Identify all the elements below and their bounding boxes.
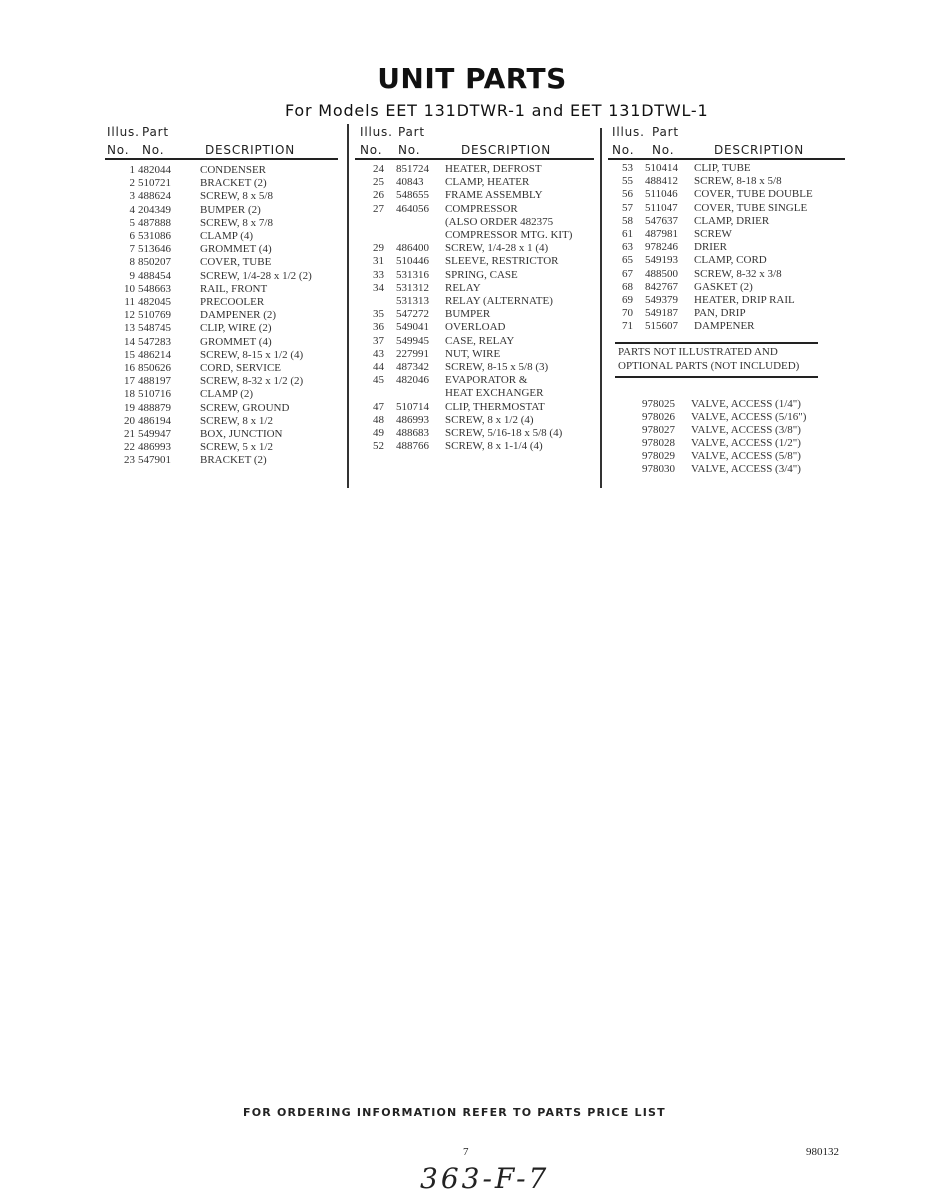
handwritten-reference: 363-F-7 (420, 1162, 550, 1195)
illus-number: 3 (129, 190, 135, 203)
part-description: VALVE, ACCESS (5/8") (691, 450, 801, 462)
illus-number: 43 (373, 347, 384, 360)
part-number: 510721 (138, 177, 171, 190)
illus-number: 18 (124, 388, 135, 401)
part-description: SCREW, 5/16-18 x 5/8 (4) (445, 427, 563, 439)
part-description: SCREW, 5 x 1/2 (200, 441, 273, 454)
header-part: Part (398, 125, 425, 139)
illus-number: 4 (129, 203, 135, 216)
part-description: EVAPORATOR & (445, 374, 528, 387)
illus-number: 69 (622, 294, 633, 306)
part-description: SPRING, CASE (445, 268, 518, 281)
part-number: 510714 (396, 400, 429, 413)
not-illustrated-heading (618, 346, 799, 373)
illus-number: 21 (124, 428, 135, 440)
part-number: 488879 (138, 401, 171, 414)
header-rule (355, 158, 594, 160)
table-row (0, 361, 944, 374)
part-description: COVER, TUBE DOUBLE (694, 188, 813, 201)
part-description: SCREW (694, 228, 732, 240)
illus-number: 52 (373, 440, 384, 453)
part-number: 850207 (138, 256, 171, 269)
part-number: 548745 (138, 322, 171, 335)
header-illus: Illus. (612, 125, 645, 139)
part-number: 513646 (138, 243, 171, 256)
illus-number: 45 (373, 374, 384, 387)
illus-number: 56 (622, 188, 633, 201)
illus-number: 37 (373, 334, 384, 347)
illus-number: 57 (622, 201, 633, 214)
table-row (0, 320, 944, 333)
part-description: BRACKET (2) (200, 454, 267, 467)
illus-number: 44 (373, 361, 384, 373)
part-description: FRAME ASSEMBLY (445, 189, 543, 202)
table-row (0, 215, 944, 228)
table-row (0, 254, 944, 267)
header-rule (105, 158, 338, 160)
illus-number: 68 (622, 280, 633, 293)
part-description: SCREW, 8 x 1/2 (200, 414, 273, 427)
not-illustrated-line1: PARTS NOT ILLUSTRATED AND (618, 346, 778, 358)
part-number: 549193 (645, 254, 678, 267)
part-number: 549379 (645, 294, 678, 306)
header-illus: Illus. (360, 125, 393, 139)
illus-number: 71 (622, 320, 633, 333)
part-description: HEATER, DRIP RAIL (694, 294, 795, 306)
illus-number: 63 (622, 241, 633, 254)
illus-number: 24 (373, 163, 384, 175)
part-description: CLAMP (4) (200, 230, 254, 242)
illus-number: 25 (373, 176, 384, 189)
illus-number: 58 (622, 214, 633, 227)
illus-number: 47 (373, 400, 384, 413)
header-illus-no: No. (107, 143, 130, 157)
illus-number: 15 (124, 348, 135, 361)
illus-number: 11 (124, 296, 135, 308)
part-description: BUMPER (445, 308, 491, 321)
table-row (0, 348, 944, 361)
part-number: 851724 (396, 163, 429, 175)
header-part-no: No. (398, 143, 421, 157)
illus-number: 29 (373, 242, 384, 255)
part-description: CLAMP, DRIER (694, 214, 770, 227)
illus-number: 17 (124, 375, 135, 388)
part-number: 510414 (645, 162, 678, 174)
part-number: 547637 (645, 214, 678, 227)
illus-number: 12 (124, 309, 135, 322)
illus-number: 2 (129, 177, 135, 190)
part-number: 547283 (138, 335, 171, 348)
table-row (0, 162, 944, 175)
part-number: 978246 (645, 241, 678, 254)
part-description: CASE, RELAY (445, 334, 515, 347)
part-number: 488624 (138, 190, 171, 203)
illus-number: 27 (373, 202, 384, 215)
part-description: DAMPENER (694, 320, 755, 333)
part-number: 486194 (138, 414, 171, 427)
illus-number: 55 (622, 175, 633, 188)
header-rule (608, 158, 845, 160)
part-description: SCREW, 1/4-28 x 1/2 (2) (200, 269, 312, 282)
table-row (0, 450, 944, 463)
part-description: PAN, DRIP (694, 307, 746, 320)
part-number: 488500 (645, 267, 678, 280)
illus-number: 49 (373, 427, 384, 439)
illus-number: 34 (373, 281, 384, 294)
illus-number: 48 (373, 413, 384, 426)
table-row (0, 398, 944, 411)
models-subtitle: For Models EET 131DTWR-1 and EET 131DTWL-1 (285, 101, 709, 120)
illus-number: 22 (124, 441, 135, 454)
part-description: SCREW, GROUND (200, 401, 290, 414)
illus-number: 19 (124, 401, 135, 414)
illus-number: 36 (373, 321, 384, 334)
illus-number: 16 (124, 362, 135, 374)
table-row (0, 281, 944, 294)
part-number: 978027 (642, 424, 675, 436)
part-description: RELAY (445, 281, 481, 294)
part-description: CLIP, TUBE (694, 162, 751, 174)
part-number: 548663 (138, 282, 171, 295)
part-description: COMPRESSOR MTG. KIT) (445, 229, 573, 241)
part-description: HEATER, DEFROST (445, 163, 542, 175)
part-number: 487342 (396, 361, 429, 373)
header-description: DESCRIPTION (714, 143, 805, 157)
ordering-footer: FOR ORDERING INFORMATION REFER TO PARTS PRICE LIST (243, 1106, 666, 1119)
part-description: DRIER (694, 241, 727, 254)
table-row (0, 463, 944, 476)
table-row (0, 437, 944, 450)
part-number: 482045 (138, 296, 171, 308)
table-row (0, 202, 944, 215)
part-number: 488412 (645, 175, 678, 188)
table-row (0, 307, 944, 320)
illus-number: 23 (124, 454, 135, 467)
part-description: SCREW, 1/4-28 x 1 (4) (445, 242, 549, 255)
part-description: (ALSO ORDER 482375 (445, 215, 554, 228)
table-row (0, 294, 944, 307)
part-description: SCREW, 8-32 x 3/8 (694, 267, 782, 280)
header-illus: Illus. (107, 125, 140, 139)
part-number: 487981 (645, 228, 678, 240)
not-illustrated-line2: OPTIONAL PARTS (NOT INCLUDED) (618, 359, 800, 372)
part-description: CORD, SERVICE (200, 362, 282, 374)
part-number: 531312 (396, 281, 429, 294)
table-row (0, 241, 944, 254)
header-description: DESCRIPTION (205, 143, 296, 157)
part-number: 547272 (396, 308, 429, 321)
illus-number: 8 (129, 256, 135, 269)
section-rule (615, 376, 818, 378)
part-description: SCREW, 8-15 x 5/8 (3) (445, 361, 549, 373)
part-number: 486993 (396, 413, 429, 426)
part-number: 487888 (138, 216, 171, 229)
header-part: Part (652, 125, 679, 139)
header-illus-no: No. (360, 143, 383, 157)
part-number: 978030 (642, 463, 675, 475)
illus-number: 9 (129, 269, 135, 282)
illus-number: 65 (622, 254, 633, 267)
part-description: PRECOOLER (200, 296, 265, 308)
part-number: 549041 (396, 321, 429, 334)
part-number: 511046 (645, 188, 678, 201)
illus-number: 6 (129, 230, 135, 242)
illus-number: 10 (124, 282, 135, 295)
part-number: 549945 (396, 334, 429, 347)
part-description: BUMPER (2) (200, 203, 261, 216)
table-row (0, 411, 944, 424)
part-number: 547901 (138, 454, 171, 467)
part-number: 531313 (396, 295, 429, 307)
header-part-no: No. (652, 143, 675, 157)
header-part: Part (142, 125, 169, 139)
table-row (0, 228, 944, 241)
header-description: DESCRIPTION (461, 143, 552, 157)
part-description: CLAMP, HEATER (445, 176, 530, 189)
illus-number: 67 (622, 267, 633, 280)
part-description: NUT, WIRE (445, 347, 501, 360)
illus-number: 70 (622, 307, 633, 320)
part-number: 227991 (396, 347, 429, 360)
part-number: 464056 (396, 202, 429, 215)
part-number: 978025 (642, 398, 675, 410)
part-description: RELAY (ALTERNATE) (445, 295, 553, 307)
illus-number: 13 (124, 322, 135, 335)
illus-number: 31 (373, 255, 384, 268)
illus-number: 5 (129, 216, 135, 229)
part-description: GASKET (2) (694, 280, 753, 293)
part-description: HEAT EXCHANGER (445, 387, 544, 400)
part-number: 531316 (396, 268, 429, 281)
part-number: 482044 (138, 164, 171, 176)
part-number: 515607 (645, 320, 678, 333)
part-description: VALVE, ACCESS (3/4") (691, 463, 801, 475)
document-code: 980132 (806, 1146, 839, 1158)
illus-number: 14 (124, 335, 135, 348)
illus-number: 26 (373, 189, 384, 202)
part-description: SCREW, 8 x 5/8 (200, 190, 273, 203)
part-description: CLAMP, CORD (694, 254, 767, 267)
part-description: CLIP, THERMOSTAT (445, 400, 545, 413)
part-description: DAMPENER (2) (200, 309, 277, 322)
part-description: VALVE, ACCESS (1/2") (691, 437, 801, 449)
illus-number: 20 (124, 414, 135, 427)
part-description: VALVE, ACCESS (5/16") (691, 411, 807, 423)
illus-number: 33 (373, 268, 384, 281)
part-description: GROMMET (4) (200, 335, 272, 348)
illus-number: 1 (129, 164, 135, 176)
part-number: 510769 (138, 309, 171, 322)
part-number: 482046 (396, 374, 429, 387)
part-number: 549947 (138, 428, 171, 440)
part-number: 486993 (138, 441, 171, 454)
part-number: 548655 (396, 189, 429, 202)
part-number: 488454 (138, 269, 171, 282)
part-description: COVER, TUBE SINGLE (694, 201, 808, 214)
part-number: 204349 (138, 203, 171, 216)
part-description: OVERLOAD (445, 321, 506, 334)
part-number: 40843 (396, 176, 424, 189)
page-number: 7 (463, 1146, 469, 1158)
illus-number: 7 (129, 243, 135, 256)
table-row (0, 175, 944, 188)
illus-number: 35 (373, 308, 384, 321)
part-number: 486214 (138, 348, 171, 361)
page-title: UNIT PARTS (377, 62, 567, 95)
part-number: 488683 (396, 427, 429, 439)
part-description: SCREW, 8 x 7/8 (200, 216, 273, 229)
illus-number: 53 (622, 162, 633, 174)
part-description: CLIP, WIRE (2) (200, 322, 272, 335)
table-row (0, 268, 944, 281)
part-number: 510716 (138, 388, 171, 401)
part-description: SCREW, 8-18 x 5/8 (694, 175, 782, 188)
illus-number: 61 (622, 228, 633, 240)
part-description: SLEEVE, RESTRICTOR (445, 255, 559, 268)
part-description: SCREW, 8 x 1-1/4 (4) (445, 440, 543, 453)
part-description: SCREW, 8-32 x 1/2 (2) (200, 375, 304, 388)
part-number: 510446 (396, 255, 429, 268)
section-rule (615, 342, 818, 344)
part-description: COMPRESSOR (445, 202, 518, 215)
part-description: VALVE, ACCESS (3/8") (691, 424, 801, 436)
part-number: 978029 (642, 450, 675, 462)
part-number: 488766 (396, 440, 429, 453)
part-description: COVER, TUBE (200, 256, 272, 269)
part-description: CLAMP (2) (200, 388, 254, 401)
part-number: 488197 (138, 375, 171, 388)
part-number: 549187 (645, 307, 678, 320)
part-description: GROMMET (4) (200, 243, 272, 256)
part-description: CONDENSER (200, 164, 267, 176)
part-description: VALVE, ACCESS (1/4") (691, 398, 801, 410)
part-number: 978026 (642, 411, 675, 423)
part-description: RAIL, FRONT (200, 282, 268, 295)
part-description: SCREW, 8 x 1/2 (4) (445, 413, 534, 426)
table-row (0, 424, 944, 437)
part-description: SCREW, 8-15 x 1/2 (4) (200, 348, 304, 361)
part-description: BOX, JUNCTION (200, 428, 283, 440)
header-illus-no: No. (612, 143, 635, 157)
part-number: 850626 (138, 362, 171, 374)
part-number: 486400 (396, 242, 429, 255)
part-number: 842767 (645, 280, 678, 293)
part-number: 511047 (645, 201, 678, 214)
part-description: BRACKET (2) (200, 177, 267, 190)
header-part-no: No. (142, 143, 165, 157)
table-row (0, 188, 944, 201)
part-number: 531086 (138, 230, 171, 242)
part-number: 978028 (642, 437, 675, 449)
